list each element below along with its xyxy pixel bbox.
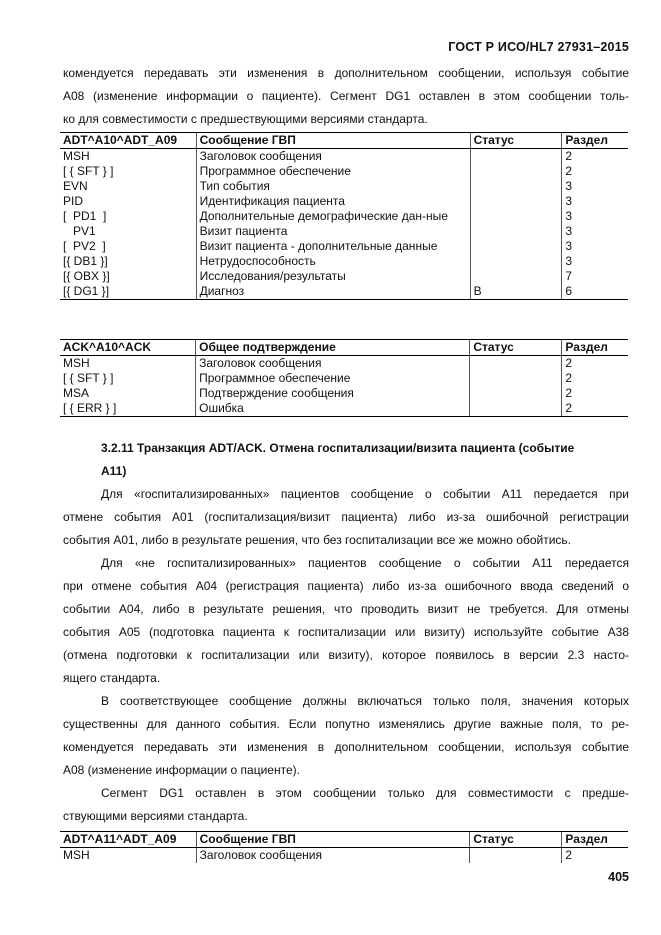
description-cell: Заголовок сообщения (196, 356, 470, 372)
status-cell (470, 848, 562, 864)
description-cell: Визит пациента - дополнительные данные (196, 239, 470, 254)
status-cell (470, 254, 562, 269)
section-cell: 2 (562, 164, 628, 179)
section-cell: 6 (562, 284, 628, 300)
segment-cell: MSA (63, 386, 90, 400)
segment-cell: [{ OBX }] (63, 269, 110, 283)
status-cell (470, 179, 562, 194)
segment-cell: PID (63, 194, 84, 208)
segment-cell: MSH (63, 356, 90, 370)
page-number: 405 (608, 870, 629, 884)
section-cell: 2 (562, 356, 628, 372)
table-row (60, 194, 628, 209)
table-row (60, 164, 628, 179)
description-cell: Идентификация пациента (196, 194, 470, 209)
section-cell: 2 (562, 848, 628, 864)
table-row (60, 179, 628, 194)
segment-cell: EVN (63, 179, 88, 193)
heading-line: A11) (101, 464, 127, 478)
table-ack-a10 (60, 339, 628, 417)
column-header: Раздел (562, 133, 628, 149)
section-cell: 3 (562, 224, 628, 239)
text-line: комендуется передавать эти изменения в дополнительном сообщении, используя событие (63, 66, 629, 80)
text-line: A08 (изменение информации о пациенте). Сегмент DG1 оставлен в этом сообщении толь- (63, 89, 629, 103)
column-header: ADT^A11^ADT_A09 (60, 832, 196, 848)
column-header: Общее подтверждение (196, 340, 470, 356)
description-cell: Ошибка (196, 401, 470, 417)
text-line: (отмена подготовки к госпитализации или визиту), которое появилось в версии 2.3 насто- (63, 648, 629, 662)
segment-cell: [ PD1 ] (63, 209, 107, 223)
column-header: Статус (470, 133, 562, 149)
text-line: Для «госпитализированных» пациентов сообщение о событии A11 передается при (101, 487, 629, 501)
text-line: ко для совместимости с предшествующими версиями стандарта. (63, 112, 428, 126)
text-line: при отмене события A04 (регистрация пациента) либо из-за ошибочного ввода сведений о (63, 579, 629, 593)
description-cell: Заголовок сообщения (196, 149, 470, 165)
section-cell: 3 (562, 194, 628, 209)
status-cell (470, 164, 562, 179)
segment-cell: [ PV2 ] (63, 239, 106, 253)
text-line: существенны для данного события. Если попутно изменялись другие важные поля, то ре- (63, 717, 629, 731)
table-adt-a11 (60, 831, 628, 863)
text-line: комендуется передавать эти изменения в дополнительном сообщении, используя событие (63, 740, 629, 754)
text-line: В соответствующее сообщение должны включаться только поля, значения которых (101, 694, 629, 708)
segment-cell: PV1 (63, 224, 96, 238)
column-header: Сообщение ГВП (196, 832, 470, 848)
text-line: отмене события A01 (госпитализация/визит пациента) либо из-за ошибочной регистрации (63, 510, 629, 524)
column-header: Сообщение ГВП (196, 133, 470, 149)
segment-cell: [ { ERR } ] (60, 401, 196, 417)
status-cell (470, 386, 562, 401)
section-cell: 2 (562, 149, 628, 165)
table-row (60, 356, 628, 372)
description-cell: Подтверждение сообщения (196, 386, 470, 401)
segment-cell: [{ DB1 }] (63, 254, 108, 268)
text-line: ящего стандарта. (63, 671, 161, 685)
description-cell: Дополнительные демографические дан-ные (196, 209, 470, 224)
status-cell (470, 401, 562, 417)
column-header: ADT^A10^ADT_A09 (60, 133, 196, 149)
description-cell: Программное обеспечение (196, 164, 470, 179)
description-cell: Тип события (196, 179, 470, 194)
text-line: события A05 (подготовка пациента к госпитализации или визиту) используйте событие A38 (63, 625, 629, 639)
description-cell: Визит пациента (196, 224, 470, 239)
table-row (60, 401, 628, 417)
table-row (60, 254, 628, 269)
text-line: A08 (изменение информации о пациенте). (63, 763, 300, 777)
segment-cell: MSH (63, 149, 90, 163)
heading-line: 3.2.11 Транзакция ADT/ACK. Отмена госпитализации/визита пациента (событие (101, 441, 575, 455)
text-line: Сегмент DG1 оставлен в этом сообщении только для совместимости с предше- (101, 786, 629, 800)
column-header: ACK^A10^ACK (60, 340, 196, 356)
section-cell: 2 (562, 401, 628, 417)
segment-cell: [{ DG1 }] (60, 284, 196, 300)
table-row (60, 284, 628, 300)
document-header: ГОСТ Р ИСО/HL7 27931–2015 (448, 40, 629, 54)
status-cell (470, 209, 562, 224)
description-cell: Диагноз (196, 284, 470, 300)
status-cell (470, 371, 562, 386)
status-cell (470, 269, 562, 284)
section-heading (101, 437, 629, 483)
paragraph-a11-hospitalized (63, 483, 629, 552)
text-line: события A01, либо в результате решения, что без госпитализации все же можно обойтись. (63, 533, 572, 547)
column-header: Раздел (562, 832, 628, 848)
status-cell (470, 194, 562, 209)
table-adt-a10 (60, 132, 628, 300)
status-cell (470, 239, 562, 254)
text-line: ствующими версиями стандарта. (63, 809, 248, 823)
paragraph-dg1 (63, 782, 629, 828)
table-row (60, 848, 628, 864)
column-header: Раздел (562, 340, 628, 356)
column-header: Статус (470, 832, 562, 848)
table-row (60, 371, 628, 386)
table-row (60, 224, 628, 239)
table-row (60, 239, 628, 254)
section-cell: 3 (562, 239, 628, 254)
text-line: Для «не госпитализированных» пациентов сообщение о событии A11 передается (101, 556, 629, 570)
table-row (60, 269, 628, 284)
section-cell: 3 (562, 254, 628, 269)
section-cell: 3 (562, 179, 628, 194)
table-header-row (60, 832, 628, 848)
status-cell (470, 356, 562, 372)
table-header-row (60, 340, 628, 356)
segment-cell: [ { SFT } ] (63, 371, 114, 385)
column-header: Статус (470, 340, 562, 356)
description-cell: Нетрудоспособность (196, 254, 470, 269)
paragraph-fields (63, 690, 629, 782)
table-row (60, 386, 628, 401)
description-cell: Программное обеспечение (196, 371, 470, 386)
status-cell: B (470, 284, 562, 300)
table-row (60, 149, 628, 165)
table-header-row (60, 133, 628, 149)
status-cell (470, 149, 562, 165)
intro-paragraph (63, 62, 629, 131)
table-row (60, 209, 628, 224)
segment-cell: MSH (63, 848, 90, 862)
section-cell: 3 (562, 209, 628, 224)
section-cell: 7 (562, 269, 628, 284)
status-cell (470, 224, 562, 239)
description-cell: Заголовок сообщения (196, 848, 470, 864)
section-cell: 2 (562, 371, 628, 386)
text-line: событии A04, либо в результате решения, что проводить визит не требуется. Для отмены (63, 602, 629, 616)
segment-cell: [ { SFT } ] (63, 164, 114, 178)
section-cell: 2 (562, 386, 628, 401)
description-cell: Исследования/результаты (196, 269, 470, 284)
paragraph-a11-outpatient (63, 552, 629, 690)
